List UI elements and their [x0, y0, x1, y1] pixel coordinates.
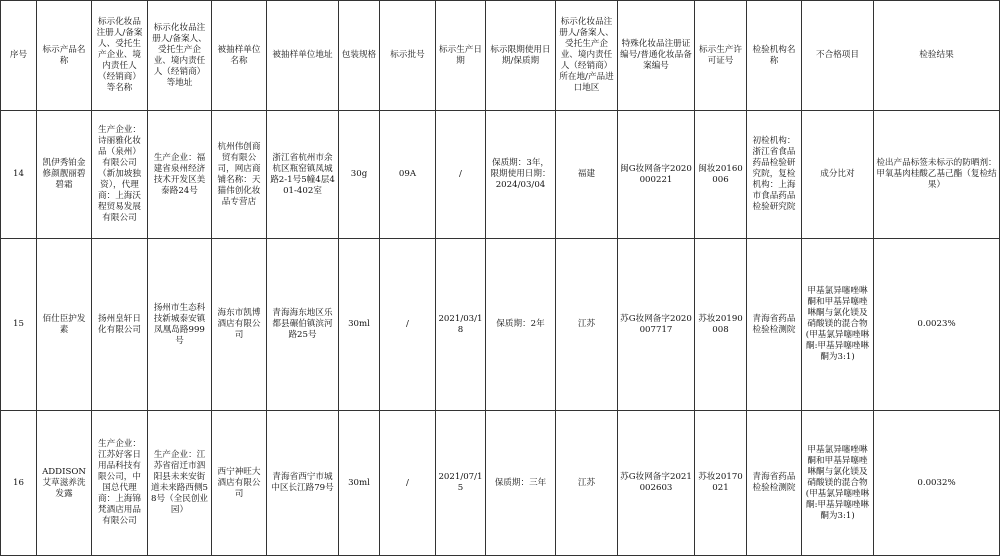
- cell-license-number: 苏妆20170021: [695, 411, 747, 556]
- cell-serial-number: 16: [1, 411, 37, 556]
- cell-production-date: 2021/07/15: [436, 411, 486, 556]
- cell-record-number: 苏G妆网备字2021002603: [618, 411, 695, 556]
- cell-testing-agency: 初检机构：浙江省食品药品检验研究院，复检机构：上海市食品药品检验研究院: [747, 111, 802, 239]
- header-test-result: 检验结果: [874, 1, 1000, 111]
- cell-testing-agency: 青海省药品检验检测院: [747, 411, 802, 556]
- cell-license-number: 苏妆20190008: [695, 239, 747, 411]
- cell-batch-number: /: [380, 239, 436, 411]
- table-row: [1, 239, 1000, 411]
- cell-product-name: 佰仕臣护发素: [37, 239, 92, 411]
- header-row: [1, 1, 1000, 111]
- cell-sampled-unit-name: 海东市凯博酒店有限公司: [212, 239, 267, 411]
- cell-enterprise-address: 生产企业：江苏省宿迁市泗阳县未来安街道未来路西侧58号（全民创业园）: [148, 411, 212, 556]
- cell-region: 福建: [556, 111, 618, 239]
- cell-enterprise-name: 生产企业：江苏好客日用品科技有限公司，中国总代理商：上海锦梵酒店用品有限公司: [92, 411, 148, 556]
- cell-batch-number: 09A: [380, 111, 436, 239]
- cell-expiry: 保质期：三年: [486, 411, 556, 556]
- cell-expiry: 保质期：2年: [486, 239, 556, 411]
- cell-product-name: ADDISON艾草滋养洗发露: [37, 411, 92, 556]
- table-header: [1, 1, 1000, 111]
- cell-license-number: 闽妆20160006: [695, 111, 747, 239]
- header-package-spec: 包装规格: [339, 1, 380, 111]
- cell-test-result: 检出产品标签未标示的防晒剂：甲氧基肉桂酸乙基己酯（复检结果）: [874, 111, 1000, 239]
- cell-sampled-unit-address: 青海海东地区乐都县碾伯镇滨河路25号: [267, 239, 339, 411]
- header-serial-number: 序号: [1, 1, 37, 111]
- cell-sampled-unit-address: 浙江省杭州市余杭区瓶窑镇凤城路2-1号5幢4层401-402室: [267, 111, 339, 239]
- cell-sampled-unit-name: 西宁神旺大酒店有限公司: [212, 411, 267, 556]
- header-product-name: 标示产品名称: [37, 1, 92, 111]
- header-expiry: 标示限期使用日期/保质期: [486, 1, 556, 111]
- header-sampled-unit-name: 被抽样单位名称: [212, 1, 267, 111]
- header-sampled-unit-address: 被抽样单位地址: [267, 1, 339, 111]
- cell-expiry: 保质期：3年，限期使用日期：2024/03/04: [486, 111, 556, 239]
- cell-enterprise-address: 生产企业：福建省泉州经济技术开发区美泰路24号: [148, 111, 212, 239]
- header-batch-number: 标示批号: [380, 1, 436, 111]
- cell-enterprise-address: 扬州市生态科技新城泰安镇凤凰岛路999号: [148, 239, 212, 411]
- table-row: [1, 111, 1000, 239]
- cell-batch-number: /: [380, 411, 436, 556]
- table-body: [1, 111, 1000, 556]
- cell-package-spec: 30g: [339, 111, 380, 239]
- cell-region: 江苏: [556, 239, 618, 411]
- cell-failed-item: 成分比对: [802, 111, 874, 239]
- cell-testing-agency: 青海省药品检验检测院: [747, 239, 802, 411]
- cell-region: 江苏: [556, 411, 618, 556]
- header-region: 标示化妆品注册人/备案人、受托生产企业、境内责任人（经销商）所在地/产品进口地区: [556, 1, 618, 111]
- cell-enterprise-name: 生产企业：诗丽雅化妆品（泉州）有限公司（新加坡独资），代理商：上海沃程贸易发展有限公司: [92, 111, 148, 239]
- cell-serial-number: 15: [1, 239, 37, 411]
- header-production-date: 标示生产日期: [436, 1, 486, 111]
- table-row: [1, 411, 1000, 556]
- cell-record-number: 苏G妆网备字2020007717: [618, 239, 695, 411]
- cell-package-spec: 30ml: [339, 411, 380, 556]
- cell-enterprise-name: 扬州皇轩日化有限公司: [92, 239, 148, 411]
- cell-test-result: 0.0032%: [874, 411, 1000, 556]
- cell-sampled-unit-address: 青海省西宁市城中区长江路79号: [267, 411, 339, 556]
- cell-production-date: /: [436, 111, 486, 239]
- header-enterprise-address: 标示化妆品注册人/备案人、受托生产企业、境内责任人（经销商）等地址: [148, 1, 212, 111]
- cell-production-date: 2021/03/18: [436, 239, 486, 411]
- cell-product-name: 凯伊秀铂金修颜靓丽碧碧霜: [37, 111, 92, 239]
- cell-serial-number: 14: [1, 111, 37, 239]
- header-enterprise-name: 标示化妆品注册人/备案人、受托生产企业、境内责任人（经销商）等名称: [92, 1, 148, 111]
- cell-failed-item: 甲基氯异噻唑啉酮和甲基异噻唑啉酮与氯化镁及硝酸镁的混合物(甲基氯异噻唑啉酮:甲基异噻唑啉酮为3:1): [802, 411, 874, 556]
- cell-package-spec: 30ml: [339, 239, 380, 411]
- header-testing-agency: 检验机构名称: [747, 1, 802, 111]
- cell-record-number: 闽G妆网备字2020000221: [618, 111, 695, 239]
- cell-test-result: 0.0023%: [874, 239, 1000, 411]
- header-license-number: 标示生产许可证号: [695, 1, 747, 111]
- cell-failed-item: 甲基氯异噻唑啉酮和甲基异噻唑啉酮与氯化镁及硝酸镁的混合物(甲基氯异噻唑啉酮:甲基异噻唑啉酮为3:1): [802, 239, 874, 411]
- cell-sampled-unit-name: 杭州伟创商贸有限公司，网店商铺名称：天猫伟创化妆品专营店: [212, 111, 267, 239]
- header-record-number: 特殊化妆品注册证编号/普通化妆品备案编号: [618, 1, 695, 111]
- header-failed-item: 不合格项目: [802, 1, 874, 111]
